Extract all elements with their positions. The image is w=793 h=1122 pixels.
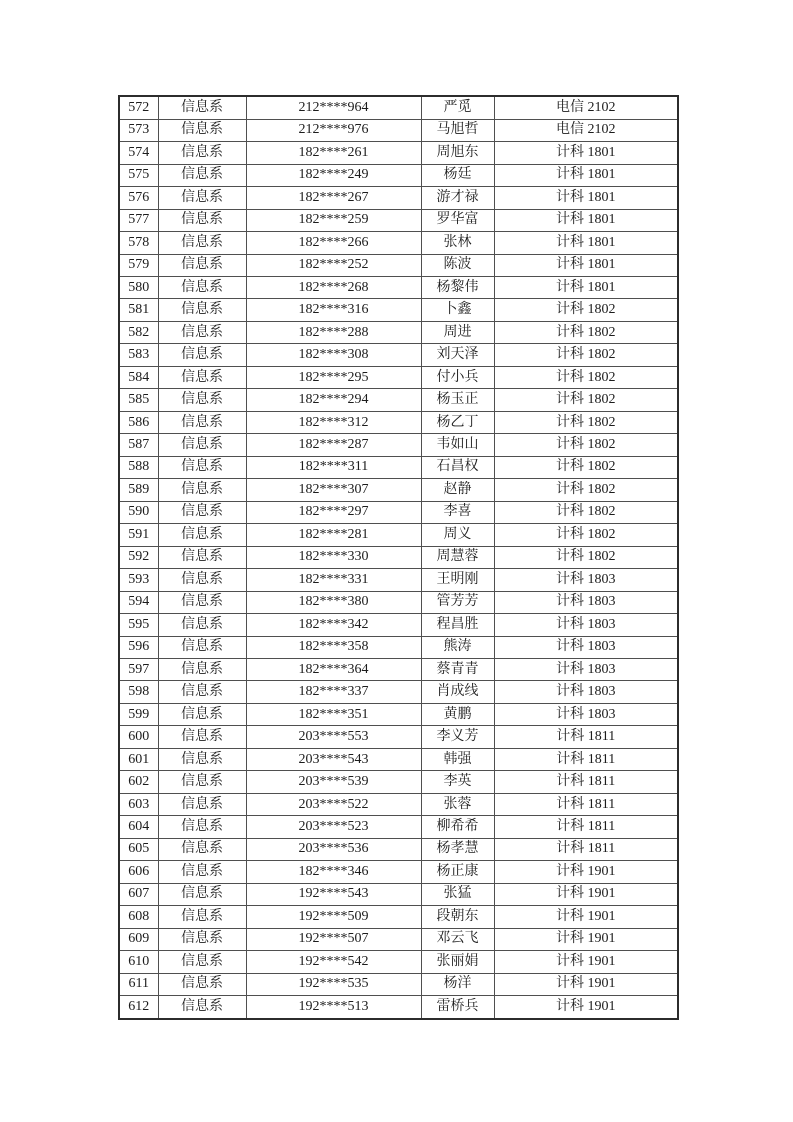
cell-dept: 信息系 xyxy=(158,164,246,186)
table-row xyxy=(119,321,678,343)
cell-no: 595 xyxy=(119,614,158,636)
cell-dept: 信息系 xyxy=(158,838,246,860)
table-row xyxy=(119,703,678,725)
cell-sid: 192****507 xyxy=(246,928,421,950)
cell-class: 计科 1811 xyxy=(494,816,678,838)
cell-no: 610 xyxy=(119,951,158,973)
cell-class: 计科 1803 xyxy=(494,569,678,591)
cell-class: 计科 1802 xyxy=(494,479,678,501)
cell-class: 计科 1802 xyxy=(494,546,678,568)
cell-sid: 182****252 xyxy=(246,254,421,276)
cell-dept: 信息系 xyxy=(158,344,246,366)
table-row xyxy=(119,456,678,478)
cell-dept: 信息系 xyxy=(158,119,246,141)
cell-dept: 信息系 xyxy=(158,816,246,838)
cell-sid: 192****535 xyxy=(246,973,421,995)
cell-sid: 182****294 xyxy=(246,389,421,411)
cell-dept: 信息系 xyxy=(158,142,246,164)
cell-class: 计科 1801 xyxy=(494,232,678,254)
table-row xyxy=(119,411,678,433)
cell-sid: 182****295 xyxy=(246,366,421,388)
cell-no: 611 xyxy=(119,973,158,995)
cell-sid: 203****523 xyxy=(246,816,421,838)
cell-class: 计科 1803 xyxy=(494,614,678,636)
table-row xyxy=(119,164,678,186)
cell-sid: 182****288 xyxy=(246,321,421,343)
cell-dept: 信息系 xyxy=(158,636,246,658)
cell-name: 杨洋 xyxy=(421,973,494,995)
cell-name: 韦如山 xyxy=(421,434,494,456)
cell-dept: 信息系 xyxy=(158,501,246,523)
cell-name: 程昌胜 xyxy=(421,614,494,636)
cell-no: 573 xyxy=(119,119,158,141)
cell-no: 608 xyxy=(119,906,158,928)
table-row xyxy=(119,883,678,905)
cell-no: 602 xyxy=(119,771,158,793)
cell-class: 计科 1811 xyxy=(494,771,678,793)
table-row xyxy=(119,479,678,501)
student-table-body xyxy=(119,96,678,1019)
cell-name: 杨廷 xyxy=(421,164,494,186)
cell-no: 583 xyxy=(119,344,158,366)
cell-name: 刘天泽 xyxy=(421,344,494,366)
cell-name: 张蓉 xyxy=(421,793,494,815)
cell-no: 591 xyxy=(119,524,158,546)
cell-class: 电信 2102 xyxy=(494,119,678,141)
cell-name: 石昌权 xyxy=(421,456,494,478)
cell-no: 590 xyxy=(119,501,158,523)
cell-name: 李喜 xyxy=(421,501,494,523)
cell-sid: 182****346 xyxy=(246,861,421,883)
cell-name: 赵静 xyxy=(421,479,494,501)
cell-class: 计科 1811 xyxy=(494,838,678,860)
cell-dept: 信息系 xyxy=(158,366,246,388)
table-row xyxy=(119,658,678,680)
cell-sid: 182****351 xyxy=(246,703,421,725)
table-row xyxy=(119,96,678,119)
cell-no: 575 xyxy=(119,164,158,186)
cell-class: 计科 1811 xyxy=(494,748,678,770)
cell-no: 589 xyxy=(119,479,158,501)
cell-name: 马旭哲 xyxy=(421,119,494,141)
cell-class: 计科 1803 xyxy=(494,703,678,725)
table-row xyxy=(119,614,678,636)
cell-class: 计科 1801 xyxy=(494,277,678,299)
cell-name: 李义芳 xyxy=(421,726,494,748)
cell-dept: 信息系 xyxy=(158,209,246,231)
cell-sid: 182****266 xyxy=(246,232,421,254)
cell-dept: 信息系 xyxy=(158,389,246,411)
table-row xyxy=(119,906,678,928)
cell-no: 592 xyxy=(119,546,158,568)
cell-dept: 信息系 xyxy=(158,973,246,995)
cell-dept: 信息系 xyxy=(158,321,246,343)
table-row xyxy=(119,996,678,1020)
cell-dept: 信息系 xyxy=(158,928,246,950)
cell-sid: 182****358 xyxy=(246,636,421,658)
table-row xyxy=(119,816,678,838)
cell-class: 计科 1901 xyxy=(494,883,678,905)
cell-no: 600 xyxy=(119,726,158,748)
cell-class: 计科 1803 xyxy=(494,591,678,613)
cell-class: 计科 1802 xyxy=(494,456,678,478)
cell-class: 计科 1802 xyxy=(494,299,678,321)
cell-dept: 信息系 xyxy=(158,96,246,119)
table-row xyxy=(119,591,678,613)
cell-name: 卜鑫 xyxy=(421,299,494,321)
cell-sid: 192****543 xyxy=(246,883,421,905)
cell-name: 张猛 xyxy=(421,883,494,905)
cell-class: 计科 1802 xyxy=(494,411,678,433)
cell-sid: 182****259 xyxy=(246,209,421,231)
table-row xyxy=(119,546,678,568)
cell-class: 计科 1802 xyxy=(494,434,678,456)
cell-dept: 信息系 xyxy=(158,524,246,546)
cell-class: 计科 1802 xyxy=(494,501,678,523)
cell-class: 计科 1901 xyxy=(494,928,678,950)
cell-name: 柳希希 xyxy=(421,816,494,838)
cell-no: 578 xyxy=(119,232,158,254)
cell-name: 王明刚 xyxy=(421,569,494,591)
cell-dept: 信息系 xyxy=(158,254,246,276)
cell-no: 603 xyxy=(119,793,158,815)
cell-sid: 182****267 xyxy=(246,187,421,209)
cell-no: 581 xyxy=(119,299,158,321)
table-row xyxy=(119,973,678,995)
cell-name: 熊涛 xyxy=(421,636,494,658)
cell-no: 609 xyxy=(119,928,158,950)
table-row xyxy=(119,187,678,209)
cell-class: 计科 1801 xyxy=(494,142,678,164)
cell-no: 576 xyxy=(119,187,158,209)
cell-name: 黄鹏 xyxy=(421,703,494,725)
table-row xyxy=(119,119,678,141)
cell-no: 597 xyxy=(119,658,158,680)
table-row xyxy=(119,569,678,591)
cell-class: 计科 1811 xyxy=(494,793,678,815)
cell-no: 601 xyxy=(119,748,158,770)
table-row xyxy=(119,748,678,770)
cell-class: 计科 1802 xyxy=(494,524,678,546)
table-row xyxy=(119,524,678,546)
cell-dept: 信息系 xyxy=(158,232,246,254)
cell-name: 周慧蓉 xyxy=(421,546,494,568)
cell-no: 612 xyxy=(119,996,158,1020)
cell-dept: 信息系 xyxy=(158,277,246,299)
cell-no: 585 xyxy=(119,389,158,411)
cell-dept: 信息系 xyxy=(158,187,246,209)
table-row xyxy=(119,838,678,860)
table-row xyxy=(119,389,678,411)
table-row xyxy=(119,254,678,276)
cell-dept: 信息系 xyxy=(158,951,246,973)
cell-no: 598 xyxy=(119,681,158,703)
cell-sid: 192****513 xyxy=(246,996,421,1020)
cell-dept: 信息系 xyxy=(158,299,246,321)
cell-no: 584 xyxy=(119,366,158,388)
cell-name: 韩强 xyxy=(421,748,494,770)
cell-dept: 信息系 xyxy=(158,771,246,793)
cell-name: 罗华富 xyxy=(421,209,494,231)
table-row xyxy=(119,277,678,299)
cell-sid: 182****330 xyxy=(246,546,421,568)
cell-sid: 203****522 xyxy=(246,793,421,815)
table-row xyxy=(119,636,678,658)
cell-sid: 182****331 xyxy=(246,569,421,591)
cell-dept: 信息系 xyxy=(158,546,246,568)
cell-sid: 182****249 xyxy=(246,164,421,186)
cell-no: 599 xyxy=(119,703,158,725)
cell-no: 593 xyxy=(119,569,158,591)
cell-no: 582 xyxy=(119,321,158,343)
table-row xyxy=(119,951,678,973)
cell-name: 陈波 xyxy=(421,254,494,276)
cell-sid: 182****316 xyxy=(246,299,421,321)
cell-no: 607 xyxy=(119,883,158,905)
cell-no: 606 xyxy=(119,861,158,883)
cell-sid: 182****337 xyxy=(246,681,421,703)
cell-no: 574 xyxy=(119,142,158,164)
cell-no: 594 xyxy=(119,591,158,613)
cell-sid: 182****342 xyxy=(246,614,421,636)
cell-name: 管芳芳 xyxy=(421,591,494,613)
table-row xyxy=(119,209,678,231)
cell-no: 586 xyxy=(119,411,158,433)
cell-class: 计科 1802 xyxy=(494,366,678,388)
cell-name: 杨黎伟 xyxy=(421,277,494,299)
cell-class: 计科 1801 xyxy=(494,209,678,231)
cell-name: 周进 xyxy=(421,321,494,343)
cell-dept: 信息系 xyxy=(158,861,246,883)
cell-name: 张丽娟 xyxy=(421,951,494,973)
cell-sid: 182****268 xyxy=(246,277,421,299)
cell-name: 张林 xyxy=(421,232,494,254)
cell-class: 计科 1811 xyxy=(494,726,678,748)
cell-dept: 信息系 xyxy=(158,434,246,456)
cell-sid: 182****312 xyxy=(246,411,421,433)
cell-name: 杨玉正 xyxy=(421,389,494,411)
cell-no: 577 xyxy=(119,209,158,231)
cell-name: 周义 xyxy=(421,524,494,546)
cell-dept: 信息系 xyxy=(158,883,246,905)
cell-class: 计科 1801 xyxy=(494,164,678,186)
cell-name: 雷桥兵 xyxy=(421,996,494,1020)
cell-dept: 信息系 xyxy=(158,996,246,1020)
cell-class: 计科 1901 xyxy=(494,951,678,973)
cell-no: 579 xyxy=(119,254,158,276)
cell-sid: 203****539 xyxy=(246,771,421,793)
cell-class: 计科 1802 xyxy=(494,321,678,343)
table-row xyxy=(119,434,678,456)
cell-dept: 信息系 xyxy=(158,456,246,478)
cell-name: 李英 xyxy=(421,771,494,793)
cell-class: 计科 1803 xyxy=(494,681,678,703)
table-row xyxy=(119,366,678,388)
cell-dept: 信息系 xyxy=(158,479,246,501)
table-row xyxy=(119,681,678,703)
cell-no: 588 xyxy=(119,456,158,478)
cell-sid: 182****307 xyxy=(246,479,421,501)
cell-class: 计科 1803 xyxy=(494,658,678,680)
cell-sid: 182****281 xyxy=(246,524,421,546)
cell-name: 肖成线 xyxy=(421,681,494,703)
cell-dept: 信息系 xyxy=(158,703,246,725)
cell-dept: 信息系 xyxy=(158,726,246,748)
cell-no: 604 xyxy=(119,816,158,838)
cell-sid: 182****287 xyxy=(246,434,421,456)
cell-name: 蔡青青 xyxy=(421,658,494,680)
cell-name: 杨乙丁 xyxy=(421,411,494,433)
cell-dept: 信息系 xyxy=(158,411,246,433)
cell-name: 杨正康 xyxy=(421,861,494,883)
table-row xyxy=(119,142,678,164)
cell-class: 计科 1802 xyxy=(494,344,678,366)
cell-class: 计科 1803 xyxy=(494,636,678,658)
cell-dept: 信息系 xyxy=(158,569,246,591)
cell-sid: 203****536 xyxy=(246,838,421,860)
cell-sid: 212****976 xyxy=(246,119,421,141)
cell-sid: 182****297 xyxy=(246,501,421,523)
cell-dept: 信息系 xyxy=(158,658,246,680)
cell-name: 付小兵 xyxy=(421,366,494,388)
cell-sid: 212****964 xyxy=(246,96,421,119)
cell-dept: 信息系 xyxy=(158,906,246,928)
cell-sid: 182****308 xyxy=(246,344,421,366)
cell-class: 计科 1901 xyxy=(494,861,678,883)
cell-name: 周旭东 xyxy=(421,142,494,164)
cell-no: 580 xyxy=(119,277,158,299)
table-row xyxy=(119,726,678,748)
cell-no: 572 xyxy=(119,96,158,119)
cell-sid: 182****380 xyxy=(246,591,421,613)
cell-dept: 信息系 xyxy=(158,748,246,770)
cell-dept: 信息系 xyxy=(158,793,246,815)
cell-sid: 203****543 xyxy=(246,748,421,770)
cell-name: 段朝东 xyxy=(421,906,494,928)
cell-dept: 信息系 xyxy=(158,681,246,703)
table-row xyxy=(119,928,678,950)
cell-no: 596 xyxy=(119,636,158,658)
table-row xyxy=(119,299,678,321)
cell-class: 计科 1901 xyxy=(494,996,678,1020)
cell-class: 电信 2102 xyxy=(494,96,678,119)
cell-name: 严觅 xyxy=(421,96,494,119)
cell-no: 605 xyxy=(119,838,158,860)
cell-class: 计科 1901 xyxy=(494,906,678,928)
cell-class: 计科 1801 xyxy=(494,187,678,209)
student-roster-table xyxy=(118,95,679,1020)
cell-sid: 192****542 xyxy=(246,951,421,973)
table-row xyxy=(119,793,678,815)
table-row xyxy=(119,861,678,883)
cell-sid: 182****311 xyxy=(246,456,421,478)
cell-sid: 182****364 xyxy=(246,658,421,680)
table-row xyxy=(119,232,678,254)
cell-name: 邓云飞 xyxy=(421,928,494,950)
cell-name: 游才禄 xyxy=(421,187,494,209)
cell-no: 587 xyxy=(119,434,158,456)
cell-name: 杨孝慧 xyxy=(421,838,494,860)
cell-dept: 信息系 xyxy=(158,591,246,613)
table-row xyxy=(119,771,678,793)
table-row xyxy=(119,344,678,366)
cell-class: 计科 1901 xyxy=(494,973,678,995)
cell-sid: 203****553 xyxy=(246,726,421,748)
cell-sid: 192****509 xyxy=(246,906,421,928)
cell-dept: 信息系 xyxy=(158,614,246,636)
cell-class: 计科 1802 xyxy=(494,389,678,411)
table-row xyxy=(119,501,678,523)
cell-class: 计科 1801 xyxy=(494,254,678,276)
cell-sid: 182****261 xyxy=(246,142,421,164)
